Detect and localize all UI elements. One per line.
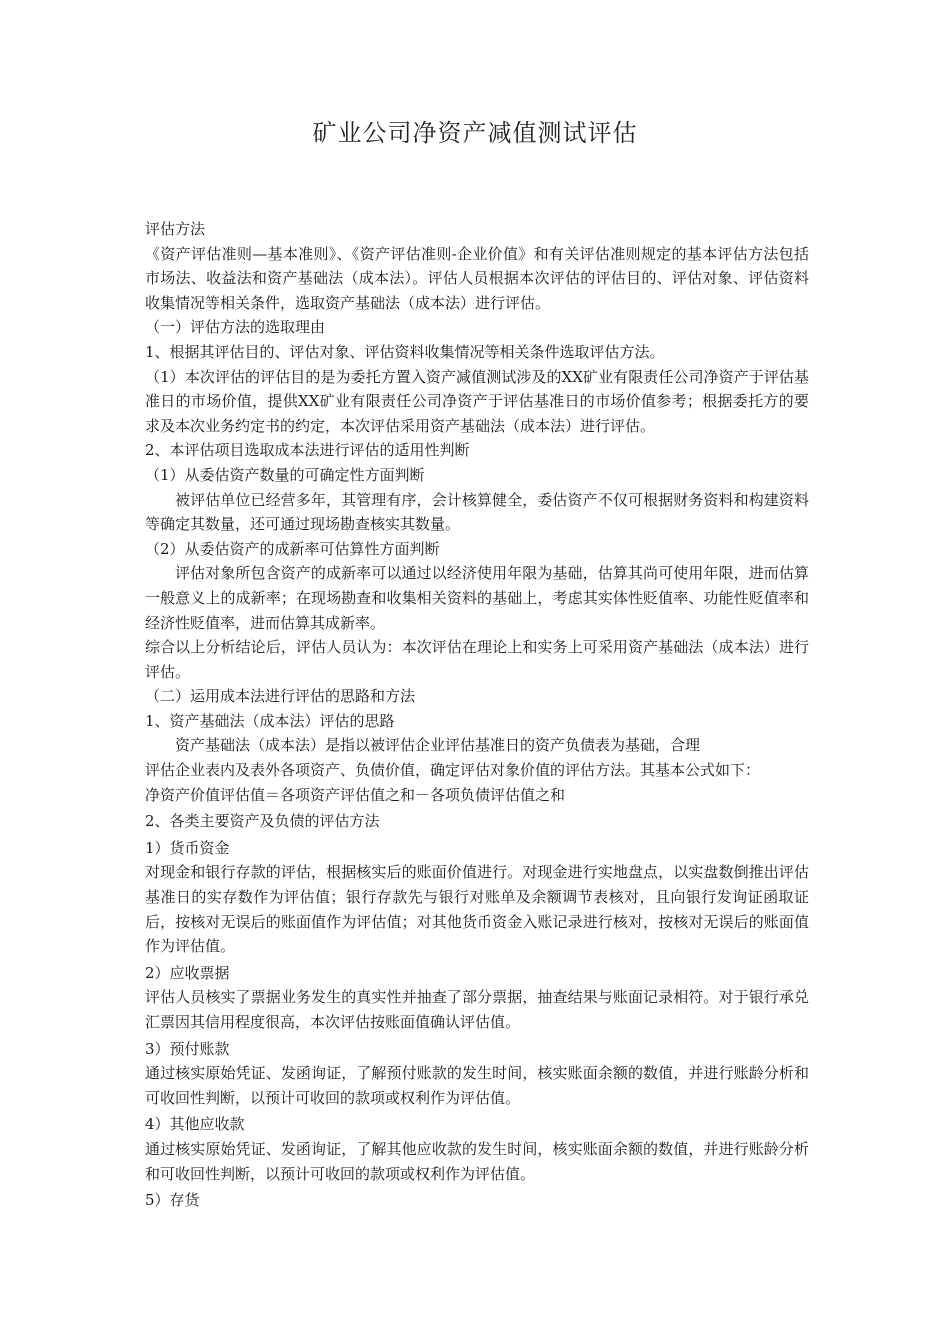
paragraph-notes-receivable: 评估人员核实了票据业务发生的真实性并抽查了部分票据，抽查结果与账面记录相符。对于银行承兑汇票因其信用程度很高，本次评估按账面值确认评估值。 <box>145 988 809 1031</box>
heading-other-receivables: 4）其他应收款 <box>145 1115 245 1134</box>
heading-prepayments: 3）预付账款 <box>145 1039 230 1058</box>
paragraph-quantity: 被评估单位已经营多年，其管理有序，会计核算健全，委估资产不仅可根据财务资料和构建资料等确定其数量，还可通过现场勘查核实其数量。 <box>145 490 809 534</box>
document-body <box>145 217 809 1213</box>
paragraph-purpose: （1）本次评估的评估目的是为委托方置入资产减值测试涉及的XX矿业有限责任公司净资产于评估基准日的市场价值，提供XX矿业有限责任公司净资产于评估基准日的市场价值参考；根据委托方的要求及本次业务约定书的约定，本次评估采用资产基础法（成本法）进行评估。 <box>145 367 809 435</box>
item-heading-methods: 2、各类主要资产及负债的评估方法 <box>145 812 380 831</box>
heading-inventory: 5）存货 <box>145 1191 200 1210</box>
item-heading-1: 1、根据其评估目的、评估对象、评估资料收集情况等相关条件选取评估方法。 <box>145 342 665 361</box>
paragraph-standards: 《资产评估准则—基本准则》、《资产评估准则-企业价值》和有关评估准则规定的基本评估方法包括市场法、收益法和资产基础法（成本法）。评估人员根据本次评估的评估目的、评估对象、评估资料收集情况等相关条件，选取资产基础法（成本法）进行评估。 <box>145 244 809 312</box>
document-title: 矿业公司净资产减值测试评估 <box>312 119 638 147</box>
paragraph-cost-approach-a: 资产基础法（成本法）是指以被评估企业评估基准日的资产负债表为基础，合理 <box>175 736 701 755</box>
item-heading-2: 2、本评估项目选取成本法进行评估的适用性判断 <box>145 441 470 460</box>
paragraph-prepayments: 通过核实原始凭证、发函询证，了解预付账款的发生时间，核实账面余额的数值，并进行账龄分析和可收回性判断，以预计可收回的款项或权利作为评估值。 <box>145 1064 809 1107</box>
section-heading-method: 评估方法 <box>145 220 206 238</box>
heading-notes-receivable: 2）应收票据 <box>145 963 230 982</box>
paragraph-formula: 净资产价值评估值＝各项资产评估值之和－各项负债评估值之和 <box>145 785 566 804</box>
subsection-heading-1: （一）评估方法的选取理由 <box>145 318 326 337</box>
subsection-heading-2: （二）运用成本法进行评估的思路和方法 <box>145 687 416 706</box>
heading-cash: 1）货币资金 <box>145 838 230 857</box>
paragraph-cost-approach-b: 评估企业表内及表外各项资产、负债价值，确定评估对象价值的评估方法。其基本公式如下： <box>145 761 761 780</box>
paragraph-other-receivables: 通过核实原始凭证、发函询证，了解其他应收款的发生时间，核实账面余额的数值，并进行账龄分析和可收回性判断，以预计可收回的款项或权利作为评估值。 <box>145 1139 809 1183</box>
paragraph-newness: 评估对象所包含资产的成新率可以通过以经济使用年限为基础，估算其尚可使用年限，进而估算一般意义上的成新率；在现场勘查和收集相关资料的基础上，考虑其实体性贬值率、功能性贬值率和经济性贬值率，进而估算其成新率。 <box>145 564 809 632</box>
sub-item-heading-newness: （2）从委估资产的成新率可估算性方面判断 <box>145 539 440 558</box>
item-heading-cost-approach: 1、资产基础法（成本法）评估的思路 <box>145 711 395 730</box>
paragraph-conclusion: 综合以上分析结论后，评估人员认为：本次评估在理论上和实务上可采用资产基础法（成本法）进行评估。 <box>145 638 809 681</box>
sub-item-heading-quantity: （1）从委估资产数量的可确定性方面判断 <box>145 465 425 484</box>
paragraph-cash: 对现金和银行存款的评估，根据核实后的账面价值进行。对现金进行实地盘点，以实盘数倒推出评估基准日的实存数作为评估值；银行存款先与银行对账单及余额调节表核对，且向银行发询证函取证后，按核对无误后的账面值作为评估值；对其他货币资金入账记录进行核对，按核对无误后的账面值作为评估值。 <box>145 863 809 956</box>
